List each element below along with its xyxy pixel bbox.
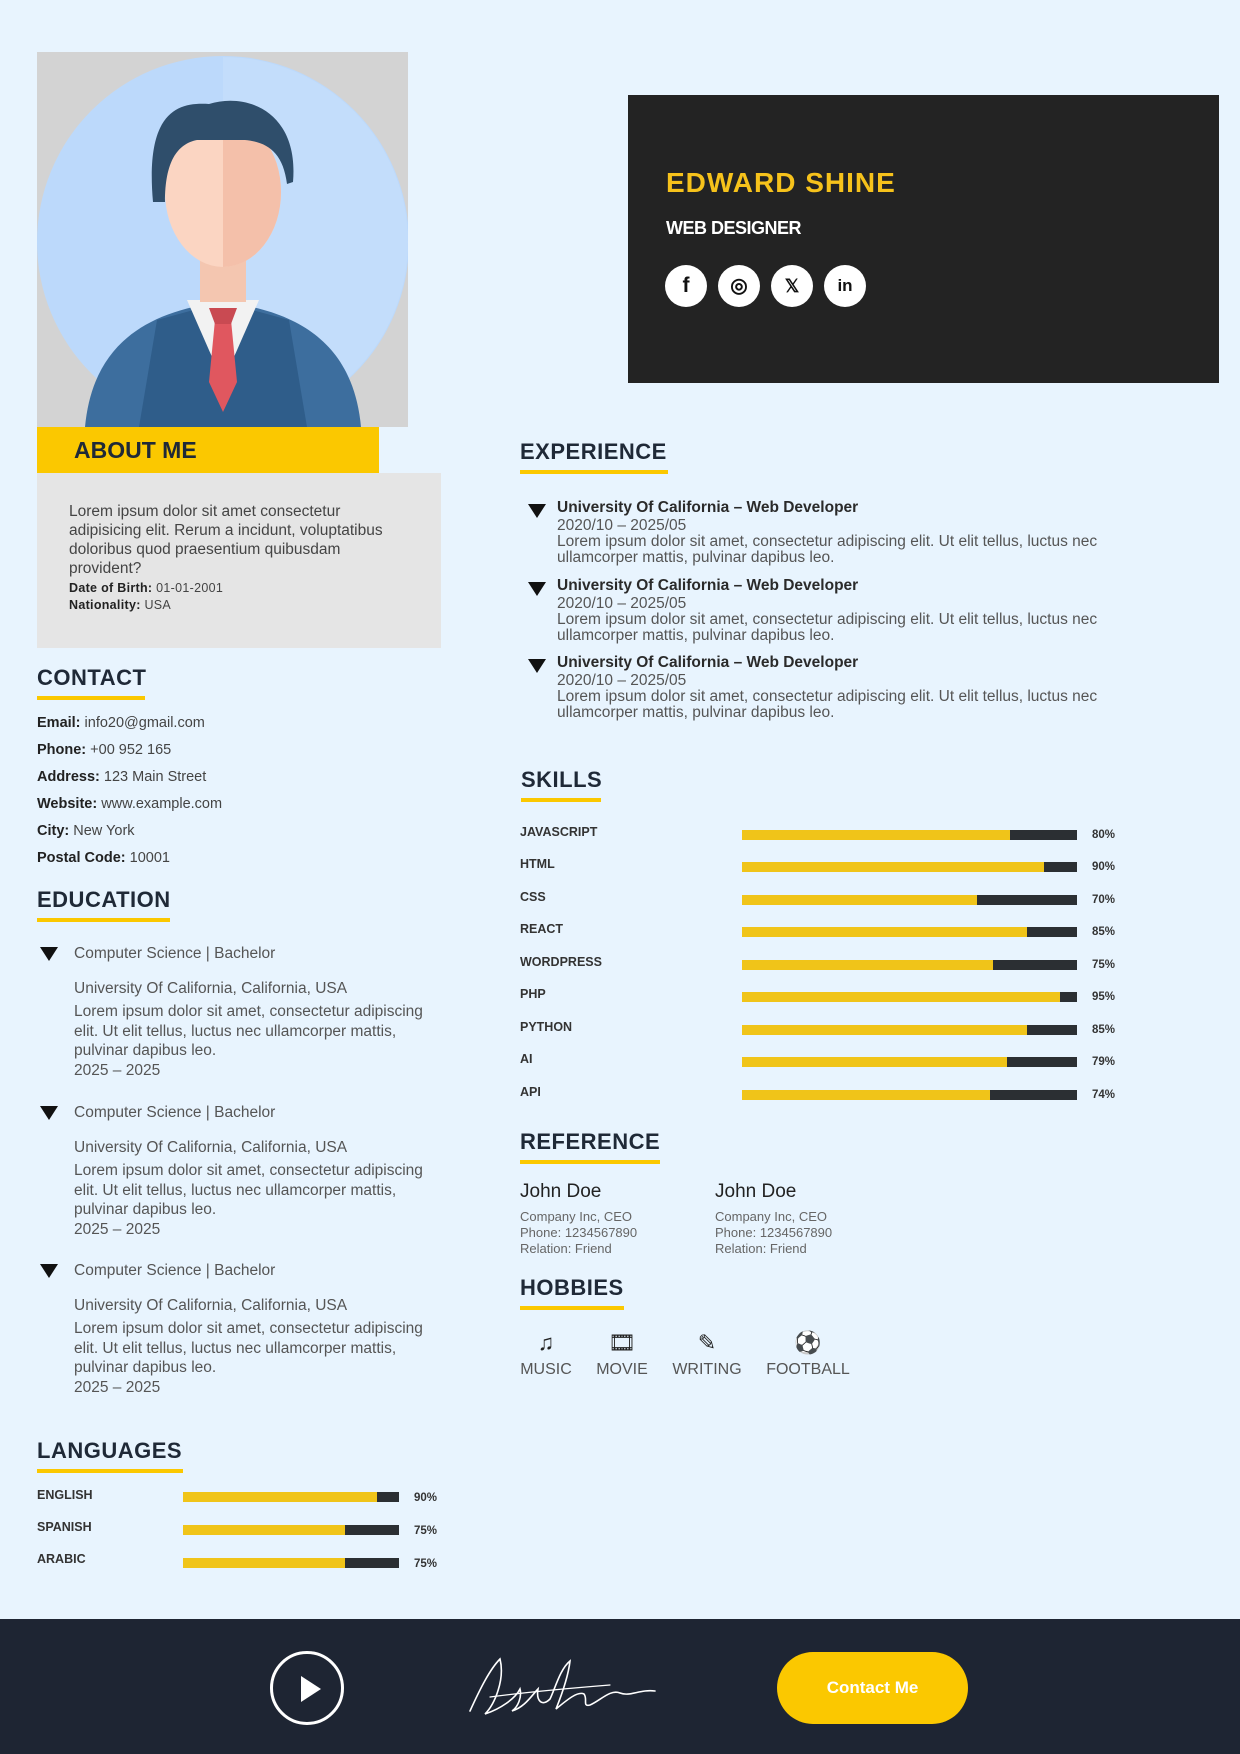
language-progress-bar (183, 1525, 399, 1535)
contact-phone-label: Phone: (37, 742, 87, 758)
skill-name: AI (520, 1052, 533, 1066)
contact-email (37, 710, 437, 737)
education-degree: Computer Science | Bachelor (74, 1104, 276, 1121)
signature-image (460, 1649, 660, 1724)
experience-role: University Of California – Web Developer (557, 499, 859, 516)
reference-relation: Relation: Friend (715, 1241, 807, 1256)
experience-role: University Of California – Web Developer (557, 654, 859, 671)
education-years: 2025 – 2025 (74, 1378, 161, 1396)
triangle-bullet-icon (40, 947, 58, 961)
music-note-icon: ♫ (537, 1330, 555, 1355)
experience-description: Lorem ipsum dolor sit amet, consectetur adipiscing elit. Ut elit tellus, luctus nec ullamcorper mattis, pulvinar dapibus leo. (557, 688, 1098, 721)
reference-name: John Doe (520, 1181, 602, 1202)
language-percent: 90% (414, 1492, 438, 1504)
skill-row (520, 890, 1130, 910)
contact-address (37, 764, 437, 791)
experience-dates: 2020/10 – 2025/05 (557, 517, 687, 534)
education-description: Lorem ipsum dolor sit amet, consectetur adipiscing elit. Ut elit tellus, luctus nec ullamcorper mattis, pulvinar dapibus leo. (74, 1320, 423, 1376)
hobby-label: FOOTBALL (766, 1361, 850, 1378)
hobbies-title: HOBBIES (520, 1275, 624, 1310)
contact-me-button[interactable]: Contact Me (777, 1652, 968, 1724)
skill-row (520, 1020, 1130, 1040)
education-years: 2025 – 2025 (74, 1220, 161, 1238)
skill-percent: 70% (1092, 894, 1116, 906)
experience-dates: 2020/10 – 2025/05 (557, 595, 687, 612)
about-me-text: Lorem ipsum dolor sit amet consectetur adipisicing elit. Rerum a incidunt, voluptatibus doloribus quod praesentium quibusdam provident? (69, 503, 383, 577)
education-school: University Of California, California, USA (74, 1139, 348, 1156)
skill-progress-bar (742, 960, 1077, 970)
education-details (74, 1002, 449, 1080)
skill-name: WORDPRESS (520, 955, 602, 969)
avatar-illustration (37, 52, 408, 427)
experience-description: Lorem ipsum dolor sit amet, consectetur adipiscing elit. Ut elit tellus, luctus nec ullamcorper mattis, pulvinar dapibus leo. (557, 611, 1098, 644)
skill-percent: 95% (1092, 991, 1116, 1003)
language-progress-fill (183, 1492, 377, 1502)
hobby-label: WRITING (672, 1361, 742, 1378)
skill-percent: 90% (1092, 861, 1116, 873)
hobby-label: MOVIE (596, 1361, 648, 1378)
skill-progress-fill (742, 1025, 1027, 1035)
education-degree: Computer Science | Bachelor (74, 1262, 276, 1279)
about-me-banner (37, 427, 379, 473)
skill-progress-fill (742, 895, 977, 905)
skill-progress-bar (742, 1025, 1077, 1035)
hobby-football (765, 1325, 851, 1379)
about-me-title: ABOUT ME (74, 437, 197, 463)
x-twitter-icon[interactable]: 𝕏 (771, 265, 813, 307)
languages-title: LANGUAGES (37, 1438, 183, 1473)
contact-website-label: Website: (37, 796, 98, 812)
experience-dates: 2020/10 – 2025/05 (557, 672, 687, 689)
film-icon: 🎞 (608, 1330, 636, 1355)
language-row (37, 1488, 457, 1508)
skill-percent: 85% (1092, 1024, 1116, 1036)
language-progress-fill (183, 1525, 345, 1535)
education-years: 2025 – 2025 (74, 1061, 161, 1079)
skill-percent: 75% (1092, 959, 1116, 971)
language-row (37, 1520, 457, 1540)
skill-name: JAVASCRIPT (520, 825, 598, 839)
dob-label: Date of Birth: (69, 581, 153, 595)
skill-progress-fill (742, 927, 1027, 937)
skill-name: CSS (520, 890, 546, 904)
hobby-label: MUSIC (520, 1361, 572, 1378)
skill-name: PYTHON (520, 1020, 573, 1034)
education-details (74, 1161, 449, 1239)
contact-email-label: Email: (37, 715, 81, 731)
contact-city-label: City: (37, 823, 70, 839)
football-icon: ⚽ (794, 1330, 822, 1355)
education-degree: Computer Science | Bachelor (74, 945, 276, 962)
education-details (74, 1319, 449, 1397)
reference-relation: Relation: Friend (520, 1241, 612, 1256)
profile-photo (37, 52, 408, 427)
skill-percent: 85% (1092, 926, 1116, 938)
skill-progress-fill (742, 862, 1044, 872)
education-title: EDUCATION (37, 887, 170, 922)
triangle-bullet-icon (528, 504, 546, 518)
profile-role: WEB DESIGNER (666, 218, 802, 238)
skill-progress-fill (742, 960, 993, 970)
linkedin-icon[interactable]: in (824, 265, 866, 307)
play-icon (301, 1676, 321, 1702)
reference-phone: Phone: 1234567890 (715, 1225, 833, 1240)
reference-company: Company Inc, CEO (520, 1209, 632, 1224)
hobby-music (519, 1325, 573, 1379)
experience-role: University Of California – Web Developer (557, 577, 859, 594)
hobby-movie (594, 1325, 650, 1379)
skill-progress-bar (742, 830, 1077, 840)
contact-website-value[interactable]: www.example.com (101, 796, 223, 812)
skills-title: SKILLS (521, 767, 601, 802)
contact-title: CONTACT (37, 665, 145, 700)
reference-details (520, 1209, 720, 1257)
skill-progress-fill (742, 1090, 990, 1100)
language-percent: 75% (414, 1558, 438, 1570)
skill-progress-bar (742, 862, 1077, 872)
skill-name: REACT (520, 922, 564, 936)
nationality-label: Nationality: (69, 598, 141, 612)
play-button[interactable] (270, 1651, 344, 1725)
language-progress-fill (183, 1558, 345, 1568)
contact-phone-value[interactable]: +00 952 165 (90, 742, 172, 758)
contact-postal-code (37, 845, 437, 872)
name-header (628, 95, 1219, 383)
reference-details (715, 1209, 915, 1257)
skill-row (520, 1052, 1130, 1072)
skill-percent: 74% (1092, 1089, 1116, 1101)
hobby-writing (671, 1325, 743, 1379)
skill-progress-bar (742, 927, 1077, 937)
contact-postal-value: 10001 (129, 850, 170, 866)
language-name: ARABIC (37, 1552, 86, 1566)
education-school: University Of California, California, USA (74, 1297, 348, 1314)
contact-phone (37, 737, 437, 764)
triangle-bullet-icon (528, 659, 546, 673)
skill-name: PHP (520, 987, 546, 1001)
pen-icon: ✎ (697, 1330, 717, 1355)
about-me-box (37, 473, 441, 648)
skill-row (520, 825, 1130, 845)
language-progress-bar (183, 1558, 399, 1568)
profile-name: EDWARD SHINE (666, 167, 896, 198)
contact-city (37, 818, 437, 845)
nationality-line (69, 596, 409, 614)
language-row (37, 1552, 457, 1572)
contact-city-value: New York (73, 823, 135, 839)
skill-progress-bar (742, 1057, 1077, 1067)
contact-website (37, 791, 437, 818)
dob-line (69, 579, 409, 597)
skill-progress-fill (742, 1057, 1007, 1067)
dob-value: 01-01-2001 (156, 581, 224, 595)
reference-title: REFERENCE (520, 1129, 660, 1164)
language-name: SPANISH (37, 1520, 92, 1534)
skill-row (520, 987, 1130, 1007)
education-school: University Of California, California, USA (74, 980, 348, 997)
skill-row (520, 922, 1130, 942)
language-progress-bar (183, 1492, 399, 1502)
reference-card (715, 1181, 915, 1257)
skill-progress-fill (742, 992, 1060, 1002)
language-name: ENGLISH (37, 1488, 93, 1502)
skill-row (520, 955, 1130, 975)
language-percent: 75% (414, 1525, 438, 1537)
reference-company: Company Inc, CEO (715, 1209, 827, 1224)
skill-percent: 80% (1092, 829, 1116, 841)
contact-address-label: Address: (37, 769, 100, 785)
footer-bar (0, 1619, 1240, 1754)
contact-list (37, 710, 437, 872)
skill-progress-fill (742, 830, 1010, 840)
contact-postal-label: Postal Code: (37, 850, 126, 866)
instagram-icon[interactable]: ◎ (718, 265, 760, 307)
reference-card (520, 1181, 720, 1257)
skill-row (520, 1085, 1130, 1105)
nationality-value: USA (144, 598, 172, 612)
skill-progress-bar (742, 1090, 1077, 1100)
education-description: Lorem ipsum dolor sit amet, consectetur adipiscing elit. Ut elit tellus, luctus nec ullamcorper mattis, pulvinar dapibus leo. (74, 1003, 423, 1059)
skill-row (520, 857, 1130, 877)
skill-progress-bar (742, 895, 1077, 905)
triangle-bullet-icon (528, 582, 546, 596)
reference-name: John Doe (715, 1181, 797, 1202)
triangle-bullet-icon (40, 1106, 58, 1120)
contact-email-value[interactable]: info20@gmail.com (84, 715, 205, 731)
education-description: Lorem ipsum dolor sit amet, consectetur adipiscing elit. Ut elit tellus, luctus nec ullamcorper mattis, pulvinar dapibus leo. (74, 1162, 423, 1218)
experience-title: EXPERIENCE (520, 439, 668, 474)
skill-name: HTML (520, 857, 555, 871)
experience-description: Lorem ipsum dolor sit amet, consectetur adipiscing elit. Ut elit tellus, luctus nec ullamcorper mattis, pulvinar dapibus leo. (557, 533, 1098, 566)
reference-phone: Phone: 1234567890 (520, 1225, 638, 1240)
skill-progress-bar (742, 992, 1077, 1002)
triangle-bullet-icon (40, 1264, 58, 1278)
facebook-icon[interactable]: f (665, 265, 707, 307)
skill-percent: 79% (1092, 1056, 1116, 1068)
skill-name: API (520, 1085, 541, 1099)
contact-address-value: 123 Main Street (103, 769, 207, 785)
